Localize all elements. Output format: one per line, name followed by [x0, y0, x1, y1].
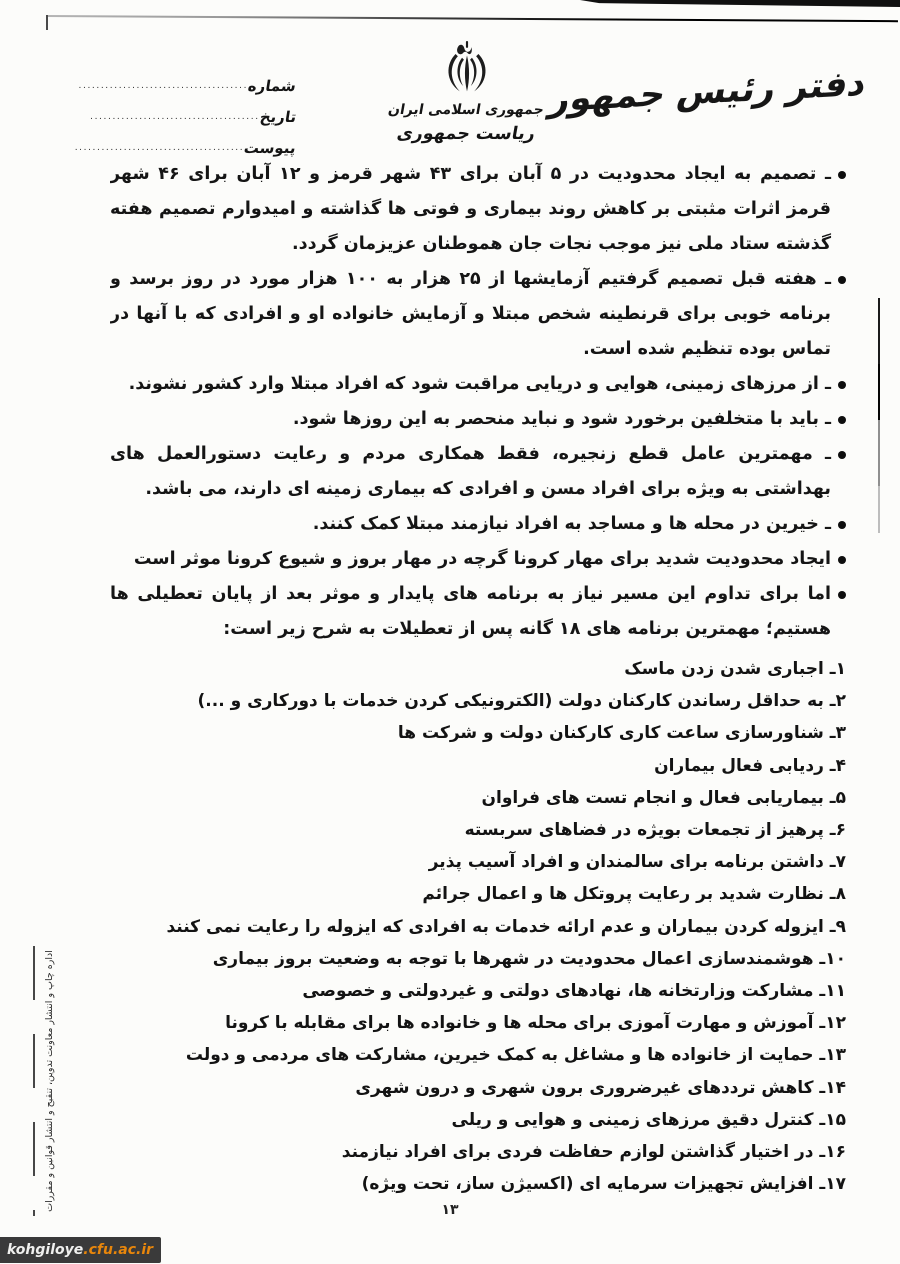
republic-of-iran-label: جمهوری اسلامی ایران: [386, 102, 546, 118]
bullet-text: ـ تصمیم به ایجاد محدودیت در ۵ آبان برای ۴۳ شهر قرمز و ۱۲ آبان برای ۴۶ شهر قرمز اثرات مثبتی بر کاهش روند بیماری و فوتی ها گذاشته و امیدوارم تصمیم هفته گذشته ستاد ملی نیز موجب نجات جان هموطنان عزیزمان گردد.: [110, 164, 831, 254]
numbered-item: ۳ـ شناورسازی ساعت کاری کارکنان دولت و شرکت ها: [397, 723, 846, 744]
watermark-site-name: kohgiloye: [7, 1242, 84, 1258]
numbered-item: ۱ـ اجباری شدن زدن ماسک: [624, 659, 846, 679]
bullet-text: ـ مهمترین عامل قطع زنجیره، فقط همکاری مردم و رعایت دستورالعمل های بهداشتی به ویژه برای افراد مسن و افرادی که بیماری زمینه ای دارند، می باشد.: [110, 444, 831, 499]
letterhead-field-row: [60, 64, 296, 95]
iran-national-emblem-icon: [428, 38, 506, 102]
bullet-row: [110, 577, 846, 647]
numbered-item: ۱۵ـ کنترل دقیق مرزهای زمینی و هوایی و ریلی: [451, 1109, 846, 1130]
scan-artifact-top-right-bar: [580, 0, 900, 7]
bullet-row: [110, 157, 846, 262]
numbered-item: ۶ـ پرهیز از تجمعات بویژه در فضاهای سربسته: [464, 820, 846, 841]
bullet-text: ـ خیرین در محله ها و مساجد به افراد نیازمند مبتلا کمک کنند.: [312, 514, 831, 534]
bullet-text: ـ از مرزهای زمینی، هوایی و دریایی مراقبت شود که افراد مبتلا وارد کشور نشوند.: [128, 374, 831, 394]
bullet-row: [110, 367, 846, 402]
numbered-item: ۱۳ـ حمایت از خانواده ها و مشاغل به کمک خیرین، مشارکت های مردمی و دولت: [185, 1045, 846, 1066]
bullet-paragraphs: [110, 157, 846, 651]
numbered-item: ۴ـ ردیابی فعال بیماران: [654, 755, 846, 776]
numbered-item: ۷ـ داشتن برنامه برای سالمندان و افراد آسیب پذیر: [428, 852, 846, 873]
page-number: ۱۳: [441, 1202, 459, 1218]
field-dotted-line: ......................................: [74, 144, 245, 153]
letterhead-field-row: [60, 126, 296, 157]
field-label: شماره: [246, 77, 298, 95]
site-watermark: [0, 1237, 161, 1263]
field-label: پیوست: [242, 139, 298, 157]
office-title-calligraphy: دفتر رئیس جمهور: [545, 63, 870, 121]
numbered-item: ۵ـ بیماریابی فعال و انجام تست های فراوان: [481, 787, 846, 808]
bullet-dot-icon: [838, 521, 846, 529]
numbered-item: ۱۷ـ افزایش تجهیزات سرمایه ای (اکسیژن ساز، تحت ویژه): [361, 1174, 846, 1195]
bullet-row: [110, 437, 846, 507]
bullet-text: اما برای تداوم این مسیر نیاز به برنامه های پایدار و موثر بعد از پایان تعطیلی ها هستیم؛ مهمترین برنامه های ۱۸ گانه پس از تعطیلات به شرح زیر است:: [110, 584, 831, 639]
bullet-row: [110, 262, 846, 367]
numbered-program-list: [86, 653, 846, 1200]
bullet-text: ـ هفته قبل تصمیم گرفتیم آزمایشها از ۲۵ هزار به ۱۰۰ هزار مورد در روز برسد و برنامه خوبی برای قرنطینه شخص مبتلا و آزمایش خانواده او و افرادی که با آنها در تماس بوده تنظیم شده است.: [110, 269, 831, 359]
scan-artifact-corner-stub: [46, 15, 48, 30]
bullet-dot-icon: [838, 556, 846, 564]
numbered-item: ۱۶ـ در اختیار گذاشتن لوازم حفاظت فردی برای افراد نیازمند: [341, 1142, 846, 1163]
bullet-row: [110, 542, 846, 577]
numbered-item: ۱۱ـ مشارکت وزارتخانه ها، نهادهای دولتی و غیردولتی و خصوصی: [302, 981, 846, 1002]
field-dotted-line: ......................................: [78, 82, 249, 91]
field-dotted-line: ......................................: [90, 113, 260, 122]
bullet-row: [110, 402, 846, 437]
bullet-dot-icon: [838, 171, 846, 179]
field-label: تاریخ: [258, 108, 298, 126]
bullet-text: ایجاد محدودیت شدید برای مهار کرونا گرچه در مهار بروز و شیوع کرونا موثر است: [133, 549, 831, 569]
bullet-dot-icon: [838, 381, 846, 389]
letterhead-fields: [60, 64, 296, 157]
scan-artifact-left-dashed-line: [33, 946, 35, 1216]
bullet-row: [110, 507, 846, 542]
bullet-dot-icon: [838, 276, 846, 284]
bullet-text: ـ باید با متخلفین برخورد شود و نباید منحصر به این روزها شود.: [292, 409, 831, 429]
bullet-dot-icon: [838, 416, 846, 424]
margin-print-office-note: اداره چاپ و انتشار معاونت تدوین، تنقیح و انتشار قوانین و مقررات: [44, 950, 55, 1212]
numbered-item: ۸ـ نظارت شدید بر رعایت پروتکل ها و اعمال جرائم: [422, 884, 846, 905]
numbered-item: ۱۲ـ آموزش و مهارت آموزی برای محله ها و خانواده ها برای مقابله با کرونا: [225, 1013, 846, 1034]
numbered-item: ۹ـ ایزوله کردن بیماران و عدم ارائه خدمات به افرادی که ایزوله را رعایت نمی کنند: [166, 916, 846, 937]
bullet-dot-icon: [838, 591, 846, 599]
presidency-label: ریاست جمهوری: [395, 124, 537, 144]
letterhead-field-row: [60, 95, 296, 126]
scan-artifact-top-line: [46, 15, 898, 23]
numbered-item: ۱۴ـ کاهش ترددهای غیرضروری برون شهری و درون شهری: [355, 1077, 846, 1098]
watermark-site-domain: .cfu.ac.ir: [83, 1242, 154, 1258]
bullet-dot-icon: [838, 451, 846, 459]
scan-artifact-right-line: [878, 298, 880, 533]
numbered-item: ۲ـ به حداقل رساندن کارکنان دولت (الکترونیکی کردن خدمات با دورکاری و ...): [197, 691, 846, 712]
numbered-item: ۱۰ـ هوشمندسازی اعمال محدودیت در شهرها با توجه به وضعیت بروز بیماری: [212, 948, 846, 969]
